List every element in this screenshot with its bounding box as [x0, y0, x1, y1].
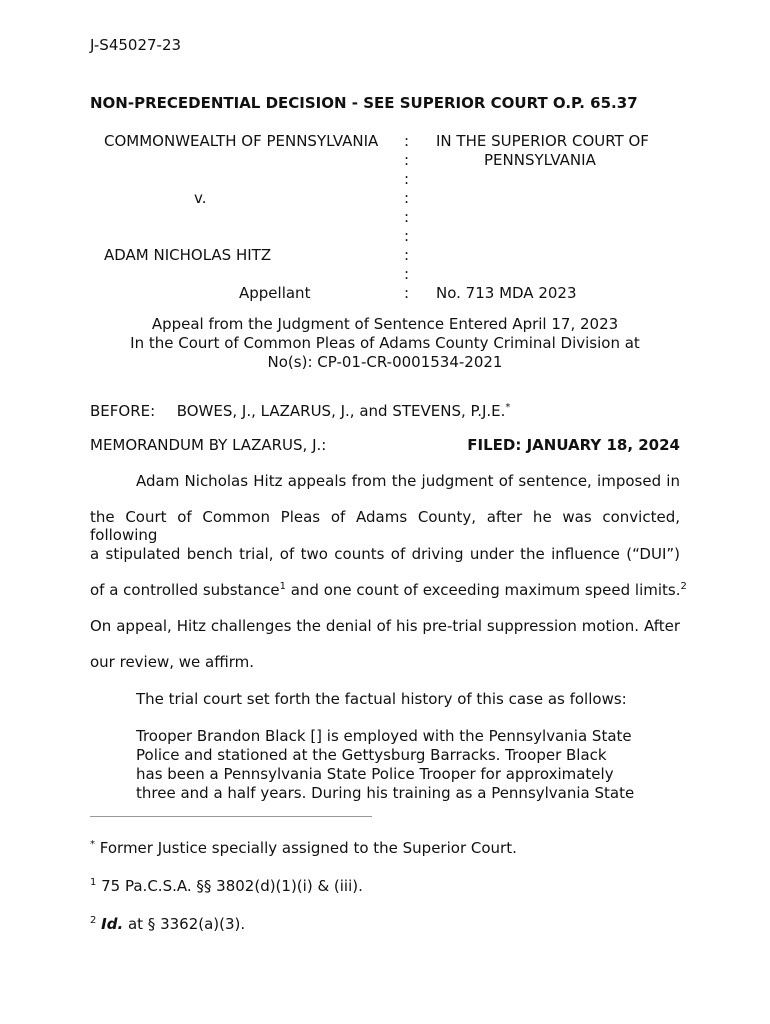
before-label: BEFORE: — [90, 402, 156, 420]
non-precedential-banner: NON-PRECEDENTIAL DECISION - SEE SUPERIOR COURT O.P. 65.37 — [90, 94, 638, 112]
caption-docket-number: No. 713 MDA 2023 — [436, 284, 577, 302]
caption-colon: : — [404, 208, 410, 226]
body-line: a stipulated bench trial, of two counts of driving under the influence (“DUI”) — [90, 545, 680, 563]
caption-colon: : — [404, 246, 410, 264]
body-line: our review, we affirm. — [90, 653, 255, 671]
quote-line: Trooper Brandon Black [] is employed with the Pennsylvania State — [136, 727, 632, 745]
footnote — [90, 877, 363, 895]
before-judges: BOWES, J., LAZARUS, J., and STEVENS, P.J.E. — [176, 402, 506, 420]
caption-colon: : — [404, 284, 410, 302]
caption-colon: : — [404, 170, 410, 188]
footnote-mark: * — [90, 839, 95, 850]
quote-intro: The trial court set forth the factual history of this case as follows: — [136, 690, 627, 708]
footnote-marker: 1 — [279, 581, 286, 592]
footnote-mark: 1 — [90, 877, 97, 888]
document-id: J-S45027-23 — [90, 36, 182, 54]
footnote-id-cite: Id. — [101, 915, 124, 933]
appeal-from-line: No(s): CP-01-CR-0001534-2021 — [267, 353, 503, 371]
quote-line: three and a half years. During his training as a Pennsylvania State — [136, 784, 635, 802]
footnote-text: Former Justice specially assigned to the Superior Court. — [95, 839, 517, 857]
caption-party-appellant: ADAM NICHOLAS HITZ — [104, 246, 272, 264]
footnote-mark: 2 — [90, 915, 97, 926]
block-quote — [136, 727, 634, 803]
body-line: of a controlled substance$^1$ and one count of exceeding maximum speed limits.$^2$ — [90, 581, 687, 599]
body-line: the Court of Common Pleas of Adams County, after he was convicted, following — [90, 508, 680, 544]
caption-role: Appellant — [239, 284, 311, 302]
footnote-marker: 2 — [680, 581, 687, 592]
filed-date: FILED: JANUARY 18, 2024 — [467, 436, 680, 454]
memorandum-author: MEMORANDUM BY LAZARUS, J.: — [90, 436, 327, 454]
caption-colon: : — [404, 189, 410, 207]
caption-colon: : — [404, 265, 410, 283]
before-line — [90, 402, 510, 420]
caption-court-line1: IN THE SUPERIOR COURT OF — [436, 132, 649, 150]
appeal-from-line: In the Court of Common Pleas of Adams County Criminal Division at — [130, 334, 640, 352]
footnote — [90, 839, 517, 857]
caption-party-commonwealth: COMMONWEALTH OF PENNSYLVANIA — [104, 132, 379, 150]
footnote-divider — [90, 816, 372, 817]
footnote-text: 75 Pa.C.S.A. §§ 3802(d)(1)(i) & (iii). — [96, 877, 363, 895]
caption-court-line2: PENNSYLVANIA — [484, 151, 596, 169]
body-line: Adam Nicholas Hitz appeals from the judgment of sentence, imposed in — [136, 472, 680, 490]
caption-colon: : — [404, 132, 410, 150]
footnote — [90, 915, 245, 933]
appeal-from-line: Appeal from the Judgment of Sentence Entered April 17, 2023 — [151, 315, 619, 333]
footnote-marker: * — [505, 402, 511, 413]
quote-line: has been a Pennsylvania State Police Trooper for approximately — [136, 765, 614, 783]
caption-colon: : — [404, 151, 410, 169]
body-line: On appeal, Hitz challenges the denial of his pre-trial suppression motion. After — [90, 617, 680, 635]
footnote-text: at § 3362(a)(3). — [123, 915, 246, 933]
caption-versus: v. — [194, 189, 207, 207]
caption-colon: : — [404, 227, 410, 245]
quote-line: Police and stationed at the Gettysburg Barracks. Trooper Black — [136, 746, 607, 764]
